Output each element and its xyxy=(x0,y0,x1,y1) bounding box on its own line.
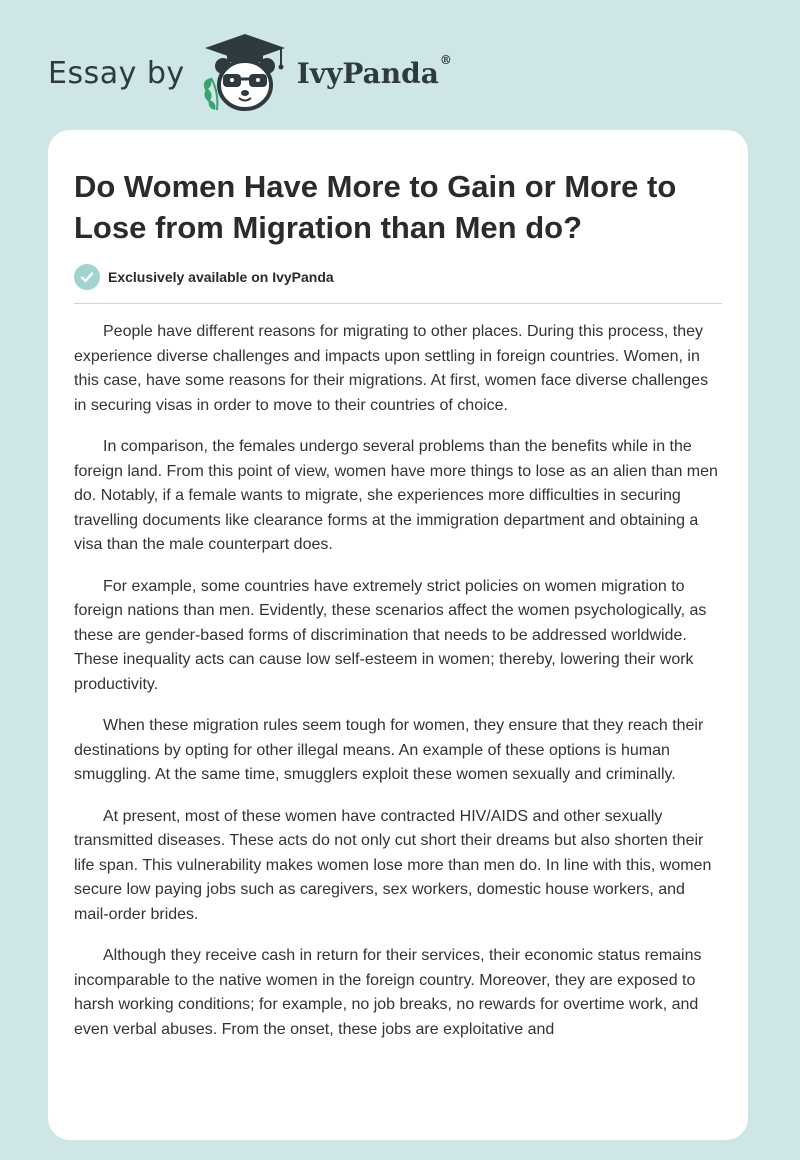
paragraph: Although they receive cash in return for their services, their economic status remains incomparable to the native women in the foreign country. Moreover, they are exposed to harsh working conditions; for example, no job breaks, no rewards for overtime work, and even verbal abuses. From the onset, these jobs are exploitative and xyxy=(74,947,702,1038)
ivypanda-logo-icon xyxy=(199,30,291,116)
exclusive-badge xyxy=(74,264,334,290)
paragraph: People have different reasons for migrating to other places. During this process, they experience diverse challenges and impacts upon settling in foreign countries. Women, in this case, have some reasons for their migrations. At first, women face diverse challenges in securing visas in order to move to their countries of choice. xyxy=(74,323,709,414)
divider xyxy=(74,303,722,304)
paragraph: In comparison, the females undergo several problems than the benefits while in the foreign land. From this point of view, women have more things to lose as an alien than men do. Notably, if a female wants to migrate, she experiences more difficulties in securing travelling documents like clearance forms at the immigration department and obtaining a visa than the male counterpart does. xyxy=(74,438,718,553)
essay-by-label: Essay by xyxy=(48,55,185,91)
check-icon xyxy=(74,264,100,290)
brand-name[interactable]: IvyPanda® xyxy=(296,52,452,90)
page-title: Do Women Have More to Gain or More to Lose from Migration than Men do? xyxy=(74,169,677,245)
exclusive-label: Exclusively available on IvyPanda xyxy=(108,269,334,285)
essay-body xyxy=(74,320,724,1059)
essay-card xyxy=(48,130,748,1140)
paragraph: When these migration rules seem tough for women, they ensure that they reach their destinations by opting for other illegal means. An example of these options is human smuggling. At the same time, smugglers exploit these women sexually and criminally. xyxy=(74,717,704,783)
site-header xyxy=(48,28,452,118)
paragraph: At present, most of these women have contracted HIV/AIDS and other sexually transmitted diseases. These acts do not only cut short their dreams but also shorten their life span. This vulnerability makes women lose more than men do. In line with this, women secure low paying jobs such as caregivers, sex workers, domestic house workers, and mail-order brides. xyxy=(74,807,712,923)
registered-mark: ® xyxy=(439,52,452,67)
paragraph: For example, some countries have extremely strict policies on women migration to foreign nations than men. Evidently, these scenarios affect the women psychologically, as these are gender-based forms of discrimination that needs to be addressed worldwide. These inequality acts can cause low self-esteem in women; thereby, lowering their work productivity. xyxy=(74,577,707,693)
